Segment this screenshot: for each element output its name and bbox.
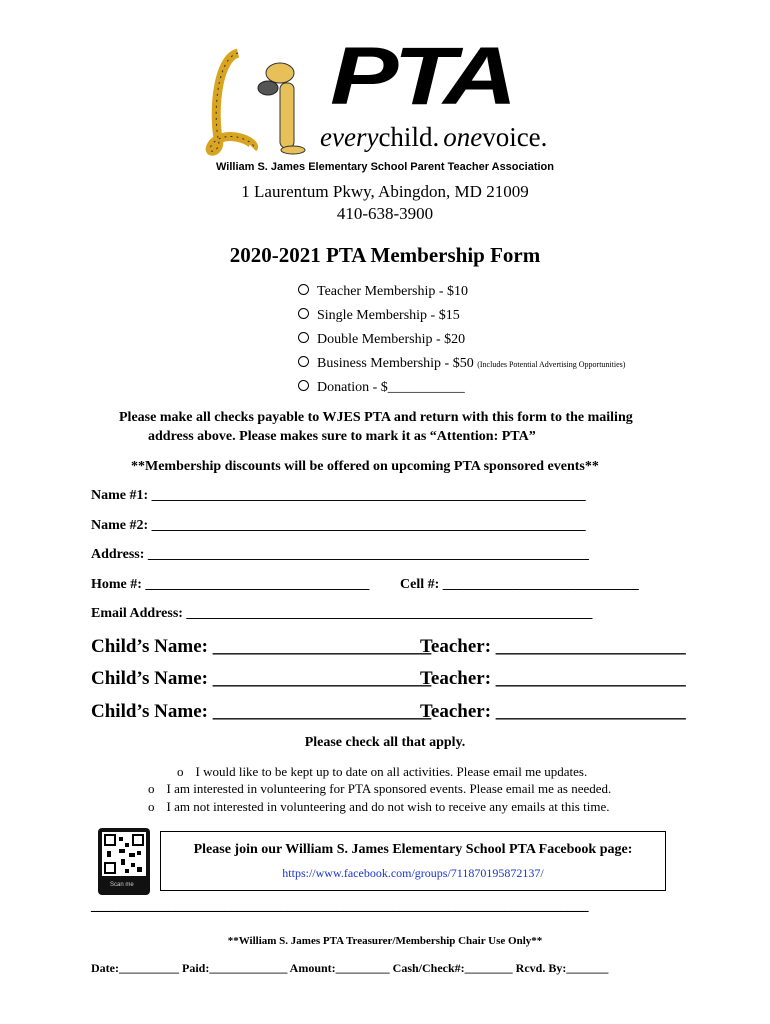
email-field[interactable]: Email Address: __________________________________________________________ xyxy=(91,606,593,621)
radio-circle-icon[interactable] xyxy=(298,308,309,319)
option-teacher[interactable]: Teacher Membership - $10 xyxy=(298,284,468,300)
pta-brand: PTA xyxy=(330,31,513,122)
facebook-link[interactable]: https://www.facebook.com/groups/711870195872137/ xyxy=(282,866,544,880)
cell-phone-field[interactable]: Cell #: ____________________________ xyxy=(400,577,639,592)
qr-label: Scan me xyxy=(110,882,134,888)
name1-field[interactable]: Name #1: ______________________________________________________________ xyxy=(91,488,586,503)
facebook-box xyxy=(160,831,666,891)
child-name-field[interactable]: Child’s Name: _______________________ xyxy=(91,701,432,722)
option-double[interactable]: Double Membership - $20 xyxy=(298,332,465,348)
office-use-fields: Date:__________ Paid:_____________ Amount:_________ Cash/Check#:________ Rcvd. By:_______ xyxy=(91,961,609,975)
office-heading: **William S. James PTA Treasurer/Membership Chair Use Only** xyxy=(227,935,543,947)
tagline: everychild. onevoice. xyxy=(320,122,548,152)
radio-circle-icon[interactable] xyxy=(298,380,309,391)
teacher-field[interactable]: Teacher: ____________________ xyxy=(420,668,686,689)
name2-field[interactable]: Name #2: ______________________________________________________________ xyxy=(91,518,586,533)
check-volunteer[interactable]: o I am interested in volunteering for PTA sponsored events. Please email me as needed. xyxy=(148,781,612,796)
child-name-field[interactable]: Child’s Name: _______________________ xyxy=(91,636,432,657)
teacher-field[interactable]: Teacher: ____________________ xyxy=(420,701,686,722)
check-no-volunteer[interactable]: o I am not interested in volunteering and do not wish to receive any emails at this time. xyxy=(148,799,610,814)
checkbox-icon[interactable]: o xyxy=(148,799,155,814)
discount-note: **Membership discounts will be offered on upcoming PTA sponsored events** xyxy=(131,459,599,474)
option-single[interactable]: Single Membership - $15 xyxy=(298,308,460,324)
checkbox-icon[interactable]: o xyxy=(177,764,184,779)
radio-circle-icon[interactable] xyxy=(298,356,309,367)
address-line: 1 Laurentum Pkwy, Abingdon, MD 21009 xyxy=(241,182,529,201)
mascot-logo-icon xyxy=(198,48,318,158)
home-phone-field[interactable]: Home #: ________________________________ xyxy=(91,577,370,592)
radio-circle-icon[interactable] xyxy=(298,332,309,343)
facebook-text: Please join our William S. James Elementary School PTA Facebook page: xyxy=(193,842,633,857)
radio-circle-icon[interactable] xyxy=(298,284,309,295)
instructions-line-1: Please make all checks payable to WJES PTA and return with this form to the mailing xyxy=(119,410,633,425)
check-heading: Please check all that apply. xyxy=(304,735,466,750)
checkbox-icon[interactable]: o xyxy=(148,781,155,796)
child-name-field[interactable]: Child’s Name: _______________________ xyxy=(91,668,432,689)
option-business[interactable]: Business Membership - $50 (Includes Potential Advertising Opportunities) xyxy=(298,356,625,372)
option-donation[interactable]: Donation - $___________ xyxy=(298,380,465,396)
page-title: 2020-2021 PTA Membership Form xyxy=(229,243,541,267)
qr-code[interactable] xyxy=(98,828,150,895)
instructions-line-2: address above. Please makes sure to mark it as “Attention: PTA” xyxy=(148,429,536,444)
qr-code-icon xyxy=(102,832,146,876)
check-updates[interactable]: o I would like to be kept up to date on all activities. Please email me updates. xyxy=(177,764,588,779)
address-field[interactable]: Address: _______________________________________________________________ xyxy=(91,547,589,562)
divider: _______________________________________________________________________ xyxy=(91,898,588,914)
phone-line: 410-638-3900 xyxy=(336,204,434,223)
org-name: William S. James Elementary School Parent Teacher Association xyxy=(216,161,554,173)
teacher-field[interactable]: Teacher: ____________________ xyxy=(420,636,686,657)
